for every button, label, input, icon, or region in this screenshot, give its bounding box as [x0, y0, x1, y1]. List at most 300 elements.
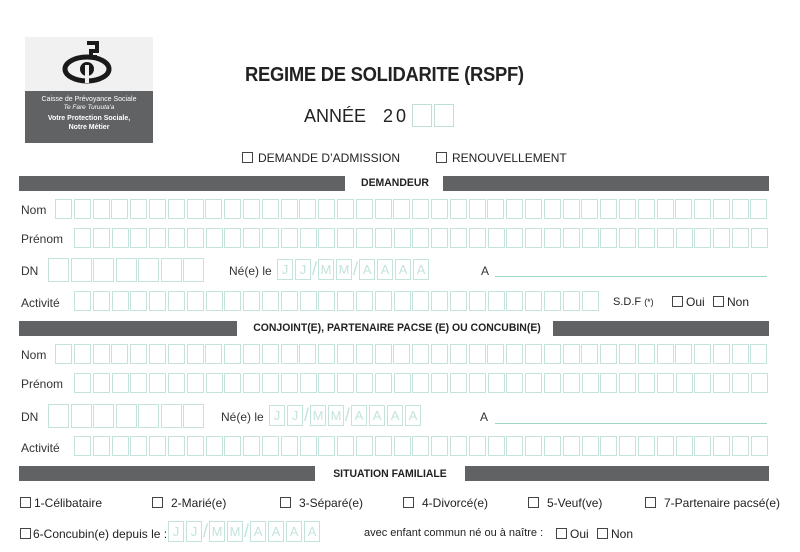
char-box[interactable]: [161, 258, 182, 282]
demande-admission-option[interactable]: [242, 151, 400, 165]
char-box[interactable]: [149, 436, 166, 456]
char-box[interactable]: [412, 344, 429, 364]
date-digit-box[interactable]: A: [387, 405, 403, 426]
date-digit-box[interactable]: J: [287, 405, 303, 426]
char-box[interactable]: [469, 199, 486, 219]
char-box[interactable]: [469, 228, 486, 248]
char-box[interactable]: [638, 373, 655, 393]
char-box[interactable]: [638, 228, 655, 248]
conjoint-nom-input[interactable]: [55, 344, 769, 364]
situation-divorce-checkbox[interactable]: [403, 497, 414, 508]
char-box[interactable]: [487, 344, 504, 364]
char-box[interactable]: [582, 228, 599, 248]
char-box[interactable]: [149, 344, 166, 364]
char-box[interactable]: [431, 199, 448, 219]
char-box[interactable]: [751, 373, 768, 393]
year-digit-box-2[interactable]: [434, 104, 454, 127]
char-box[interactable]: [694, 344, 711, 364]
char-box[interactable]: [375, 199, 392, 219]
char-box[interactable]: [600, 228, 617, 248]
char-box[interactable]: [281, 436, 298, 456]
char-box[interactable]: [300, 436, 317, 456]
char-box[interactable]: [431, 373, 448, 393]
char-box[interactable]: [243, 291, 260, 311]
date-digit-box[interactable]: A: [377, 259, 393, 280]
char-box[interactable]: [525, 373, 542, 393]
char-box[interactable]: [450, 228, 467, 248]
char-box[interactable]: [183, 258, 204, 282]
char-box[interactable]: [93, 199, 110, 219]
date-digit-box[interactable]: M: [227, 521, 243, 542]
char-box[interactable]: [600, 373, 617, 393]
char-box[interactable]: [544, 228, 561, 248]
char-box[interactable]: [563, 344, 580, 364]
char-box[interactable]: [488, 228, 505, 248]
char-box[interactable]: [318, 344, 335, 364]
char-box[interactable]: [116, 258, 137, 282]
date-digit-box[interactable]: J: [295, 259, 311, 280]
char-box[interactable]: [450, 291, 467, 311]
char-box[interactable]: [243, 344, 260, 364]
char-box[interactable]: [619, 436, 636, 456]
char-box[interactable]: [469, 344, 486, 364]
char-box[interactable]: [394, 291, 411, 311]
char-box[interactable]: [281, 199, 298, 219]
char-box[interactable]: [732, 436, 749, 456]
char-box[interactable]: [525, 436, 542, 456]
char-box[interactable]: [619, 228, 636, 248]
char-box[interactable]: [337, 228, 354, 248]
char-box[interactable]: [393, 199, 410, 219]
char-box[interactable]: [412, 373, 429, 393]
char-box[interactable]: [224, 436, 241, 456]
date-digit-box[interactable]: A: [304, 521, 320, 542]
char-box[interactable]: [318, 228, 335, 248]
char-box[interactable]: [525, 291, 542, 311]
char-box[interactable]: [206, 291, 223, 311]
char-box[interactable]: [525, 344, 542, 364]
char-box[interactable]: [55, 199, 72, 219]
char-box[interactable]: [450, 373, 467, 393]
char-box[interactable]: [112, 228, 129, 248]
situation-marie-checkbox[interactable]: [152, 497, 163, 508]
char-box[interactable]: [130, 344, 147, 364]
date-digit-box[interactable]: A: [268, 521, 284, 542]
char-box[interactable]: [375, 291, 392, 311]
char-box[interactable]: [116, 404, 137, 428]
char-box[interactable]: [657, 373, 674, 393]
char-box[interactable]: [168, 228, 185, 248]
char-box[interactable]: [161, 404, 182, 428]
demandeur-activite-input[interactable]: [74, 291, 600, 311]
char-box[interactable]: [488, 291, 505, 311]
char-box[interactable]: [581, 199, 598, 219]
char-box[interactable]: [93, 228, 110, 248]
char-box[interactable]: [168, 291, 185, 311]
year-digit-box-1[interactable]: [412, 104, 432, 127]
char-box[interactable]: [431, 228, 448, 248]
char-box[interactable]: [563, 373, 580, 393]
char-box[interactable]: [74, 373, 91, 393]
char-box[interactable]: [375, 344, 392, 364]
char-box[interactable]: [694, 228, 711, 248]
char-box[interactable]: [450, 436, 467, 456]
char-box[interactable]: [375, 373, 392, 393]
char-box[interactable]: [187, 436, 204, 456]
char-box[interactable]: [281, 373, 298, 393]
char-box[interactable]: [657, 436, 674, 456]
date-digit-box[interactable]: J: [186, 521, 202, 542]
char-box[interactable]: [563, 291, 580, 311]
year-label: ANNÉE: [304, 106, 367, 126]
sdf-non-option[interactable]: [713, 295, 749, 309]
char-box[interactable]: [130, 436, 147, 456]
char-box[interactable]: [469, 436, 486, 456]
date-digit-box[interactable]: A: [250, 521, 266, 542]
char-box[interactable]: [657, 344, 674, 364]
char-box[interactable]: [563, 436, 580, 456]
char-box[interactable]: [138, 404, 159, 428]
char-box[interactable]: [675, 344, 692, 364]
char-box[interactable]: [262, 291, 279, 311]
char-box[interactable]: [93, 291, 110, 311]
situation-separe-option[interactable]: [280, 496, 363, 510]
section-bar-left: [19, 466, 315, 481]
char-box[interactable]: [318, 436, 335, 456]
char-box[interactable]: [488, 436, 505, 456]
char-box[interactable]: [732, 344, 749, 364]
char-box[interactable]: [149, 199, 166, 219]
char-box[interactable]: [243, 228, 260, 248]
char-box[interactable]: [619, 199, 636, 219]
char-box[interactable]: [48, 258, 69, 282]
char-box[interactable]: [412, 199, 429, 219]
char-box[interactable]: [581, 344, 598, 364]
char-box[interactable]: [506, 373, 523, 393]
char-box[interactable]: [74, 228, 91, 248]
demandeur-nom-input[interactable]: [55, 199, 769, 219]
conjoint-prenom-label: Prénom: [21, 377, 64, 391]
situation-pacse-option[interactable]: [645, 496, 780, 510]
situation-separe-checkbox[interactable]: [280, 497, 291, 508]
date-digit-box[interactable]: A: [413, 259, 429, 280]
conjoint-birthplace-input[interactable]: [495, 423, 767, 424]
char-box[interactable]: [751, 436, 768, 456]
char-box[interactable]: [55, 344, 72, 364]
char-box[interactable]: [206, 373, 223, 393]
char-box[interactable]: [732, 199, 749, 219]
char-box[interactable]: [300, 291, 317, 311]
char-box[interactable]: [356, 344, 373, 364]
enfant-non-option[interactable]: [597, 527, 633, 541]
char-box[interactable]: [375, 436, 392, 456]
char-box[interactable]: [183, 404, 204, 428]
char-box[interactable]: [394, 228, 411, 248]
char-box[interactable]: [619, 373, 636, 393]
char-box[interactable]: [149, 228, 166, 248]
char-box[interactable]: [375, 228, 392, 248]
date-digit-box[interactable]: A: [359, 259, 375, 280]
char-box[interactable]: [318, 291, 335, 311]
char-box[interactable]: [205, 344, 222, 364]
char-box[interactable]: [713, 228, 730, 248]
demandeur-prenom-input[interactable]: [74, 228, 769, 248]
char-box[interactable]: [262, 228, 279, 248]
char-box[interactable]: [300, 373, 317, 393]
char-box[interactable]: [657, 228, 674, 248]
char-box[interactable]: [619, 344, 636, 364]
char-box[interactable]: [243, 199, 260, 219]
demandeur-birthplace-input[interactable]: [495, 276, 767, 277]
char-box[interactable]: [750, 199, 767, 219]
char-box[interactable]: [525, 228, 542, 248]
char-box[interactable]: [694, 199, 711, 219]
char-box[interactable]: [544, 436, 561, 456]
char-box[interactable]: [412, 228, 429, 248]
date-digit-box[interactable]: A: [286, 521, 302, 542]
char-box[interactable]: [676, 436, 693, 456]
char-box[interactable]: [337, 436, 354, 456]
char-box[interactable]: [657, 199, 674, 219]
char-box[interactable]: [488, 373, 505, 393]
char-box[interactable]: [74, 436, 91, 456]
char-box[interactable]: [506, 199, 523, 219]
char-box[interactable]: [694, 373, 711, 393]
char-box[interactable]: [74, 291, 91, 311]
char-box[interactable]: [187, 373, 204, 393]
char-box[interactable]: [71, 404, 92, 428]
char-box[interactable]: [582, 291, 599, 311]
char-box[interactable]: [487, 199, 504, 219]
char-box[interactable]: [713, 436, 730, 456]
char-box[interactable]: [676, 373, 693, 393]
char-box[interactable]: [93, 404, 114, 428]
char-box[interactable]: [412, 436, 429, 456]
conjoint-birthdate-input[interactable]: [269, 405, 423, 426]
sdf-oui-checkbox[interactable]: [672, 296, 683, 307]
renouvellement-option[interactable]: [436, 151, 567, 165]
char-box[interactable]: [751, 228, 768, 248]
char-box[interactable]: [93, 436, 110, 456]
char-box[interactable]: [337, 373, 354, 393]
situation-divorce-label: 4-Divorcé(e): [422, 496, 489, 510]
char-box[interactable]: [506, 291, 523, 311]
char-box[interactable]: [506, 436, 523, 456]
renouvellement-checkbox[interactable]: [436, 152, 447, 163]
concubin-since-date-input[interactable]: [168, 521, 322, 542]
date-digit-box[interactable]: A: [395, 259, 411, 280]
char-box[interactable]: [187, 228, 204, 248]
char-box[interactable]: [93, 373, 110, 393]
char-box[interactable]: [281, 228, 298, 248]
sdf-non-checkbox[interactable]: [713, 296, 724, 307]
char-box[interactable]: [337, 344, 354, 364]
enfant-non-checkbox[interactable]: [597, 528, 608, 539]
conjoint-prenom-input[interactable]: [74, 373, 769, 393]
char-box[interactable]: [168, 373, 185, 393]
char-box[interactable]: [149, 291, 166, 311]
char-box[interactable]: [205, 199, 222, 219]
char-box[interactable]: [74, 344, 91, 364]
char-box[interactable]: [563, 228, 580, 248]
char-box[interactable]: [450, 199, 467, 219]
char-box[interactable]: [393, 344, 410, 364]
char-box[interactable]: [713, 373, 730, 393]
char-box[interactable]: [600, 199, 617, 219]
situation-concubin-option[interactable]: [20, 527, 167, 541]
char-box[interactable]: [450, 344, 467, 364]
situation-veuf-option[interactable]: [528, 496, 602, 510]
char-box[interactable]: [168, 344, 185, 364]
situation-pacse-checkbox[interactable]: [645, 497, 656, 508]
enfant-oui-option[interactable]: [556, 527, 589, 541]
char-box[interactable]: [299, 199, 316, 219]
char-box[interactable]: [224, 344, 241, 364]
date-digit-box[interactable]: M: [310, 405, 326, 426]
char-box[interactable]: [544, 291, 561, 311]
situation-veuf-checkbox[interactable]: [528, 497, 539, 508]
char-box[interactable]: [224, 291, 241, 311]
demande-admission-checkbox[interactable]: [242, 152, 253, 163]
char-box[interactable]: [469, 373, 486, 393]
date-digit-box[interactable]: A: [351, 405, 367, 426]
demandeur-birthdate-input[interactable]: [277, 259, 431, 280]
demandeur-dn-input[interactable]: [48, 258, 206, 282]
char-box[interactable]: [544, 344, 561, 364]
char-box[interactable]: [262, 373, 279, 393]
char-box[interactable]: [412, 291, 429, 311]
situation-marie-option[interactable]: [152, 496, 226, 510]
char-box[interactable]: [337, 291, 354, 311]
char-box[interactable]: [394, 436, 411, 456]
char-box[interactable]: [130, 373, 147, 393]
char-box[interactable]: [93, 258, 114, 282]
char-box[interactable]: [299, 344, 316, 364]
char-box[interactable]: [356, 291, 373, 311]
char-box[interactable]: [525, 199, 542, 219]
char-box[interactable]: [600, 436, 617, 456]
char-box[interactable]: [356, 436, 373, 456]
char-box[interactable]: [676, 228, 693, 248]
char-box[interactable]: [187, 199, 204, 219]
char-box[interactable]: [243, 373, 260, 393]
char-box[interactable]: [732, 228, 749, 248]
date-digit-box[interactable]: A: [369, 405, 385, 426]
conjoint-dn-label: DN: [21, 410, 39, 424]
char-box[interactable]: [281, 291, 298, 311]
char-box[interactable]: [112, 291, 129, 311]
char-box[interactable]: [431, 344, 448, 364]
char-box[interactable]: [243, 436, 260, 456]
char-box[interactable]: [262, 199, 279, 219]
char-box[interactable]: [187, 291, 204, 311]
char-box[interactable]: [168, 436, 185, 456]
char-box[interactable]: [713, 199, 730, 219]
char-box[interactable]: [187, 344, 204, 364]
char-box[interactable]: [732, 373, 749, 393]
char-box[interactable]: [638, 344, 655, 364]
char-box[interactable]: [206, 436, 223, 456]
char-box[interactable]: [356, 373, 373, 393]
char-box[interactable]: [750, 344, 767, 364]
char-box[interactable]: [431, 291, 448, 311]
situation-divorce-option[interactable]: [403, 496, 488, 510]
situation-concubin-checkbox[interactable]: [20, 528, 31, 539]
char-box[interactable]: [694, 436, 711, 456]
char-box[interactable]: [600, 344, 617, 364]
char-box[interactable]: [431, 436, 448, 456]
char-box[interactable]: [506, 344, 523, 364]
char-box[interactable]: [582, 436, 599, 456]
char-box[interactable]: [224, 199, 241, 219]
char-box[interactable]: [74, 199, 91, 219]
char-box[interactable]: [281, 344, 298, 364]
enfant-oui-checkbox[interactable]: [556, 528, 567, 539]
char-box[interactable]: [394, 373, 411, 393]
date-digit-box[interactable]: J: [277, 259, 293, 280]
date-digit-box[interactable]: A: [405, 405, 421, 426]
char-box[interactable]: [112, 436, 129, 456]
char-box[interactable]: [318, 373, 335, 393]
char-box[interactable]: [138, 258, 159, 282]
char-box[interactable]: [130, 228, 147, 248]
char-box[interactable]: [563, 199, 580, 219]
char-box[interactable]: [224, 228, 241, 248]
char-box[interactable]: [262, 436, 279, 456]
char-box[interactable]: [48, 404, 69, 428]
char-box[interactable]: [544, 199, 561, 219]
char-box[interactable]: [638, 199, 655, 219]
char-box[interactable]: [582, 373, 599, 393]
char-box[interactable]: [337, 199, 354, 219]
char-box[interactable]: [318, 199, 335, 219]
char-box[interactable]: [224, 373, 241, 393]
char-box[interactable]: [71, 258, 92, 282]
date-digit-box[interactable]: J: [269, 405, 285, 426]
char-box[interactable]: [149, 373, 166, 393]
char-box[interactable]: [130, 291, 147, 311]
section-bar-right: [553, 321, 769, 336]
conjoint-dn-input[interactable]: [48, 404, 206, 428]
char-box[interactable]: [168, 199, 185, 219]
situation-celibataire-option[interactable]: [20, 496, 102, 510]
char-box[interactable]: [356, 228, 373, 248]
conjoint-activite-input[interactable]: [74, 436, 769, 456]
char-box[interactable]: [506, 228, 523, 248]
sdf-oui-option[interactable]: [672, 295, 705, 309]
char-box[interactable]: [675, 199, 692, 219]
date-digit-box[interactable]: J: [168, 521, 184, 542]
char-box[interactable]: [300, 228, 317, 248]
char-box[interactable]: [206, 228, 223, 248]
date-digit-box[interactable]: M: [209, 521, 225, 542]
char-box[interactable]: [112, 373, 129, 393]
situation-celibataire-checkbox[interactable]: [20, 497, 31, 508]
date-digit-box[interactable]: M: [328, 405, 344, 426]
char-box[interactable]: [93, 344, 110, 364]
date-digit-box[interactable]: M: [336, 259, 352, 280]
char-box[interactable]: [469, 291, 486, 311]
char-box[interactable]: [356, 199, 373, 219]
char-box[interactable]: [130, 199, 147, 219]
date-digit-box[interactable]: M: [318, 259, 334, 280]
char-box[interactable]: [111, 199, 128, 219]
char-box[interactable]: [713, 344, 730, 364]
char-box[interactable]: [544, 373, 561, 393]
char-box[interactable]: [111, 344, 128, 364]
char-box[interactable]: [638, 436, 655, 456]
char-box[interactable]: [262, 344, 279, 364]
